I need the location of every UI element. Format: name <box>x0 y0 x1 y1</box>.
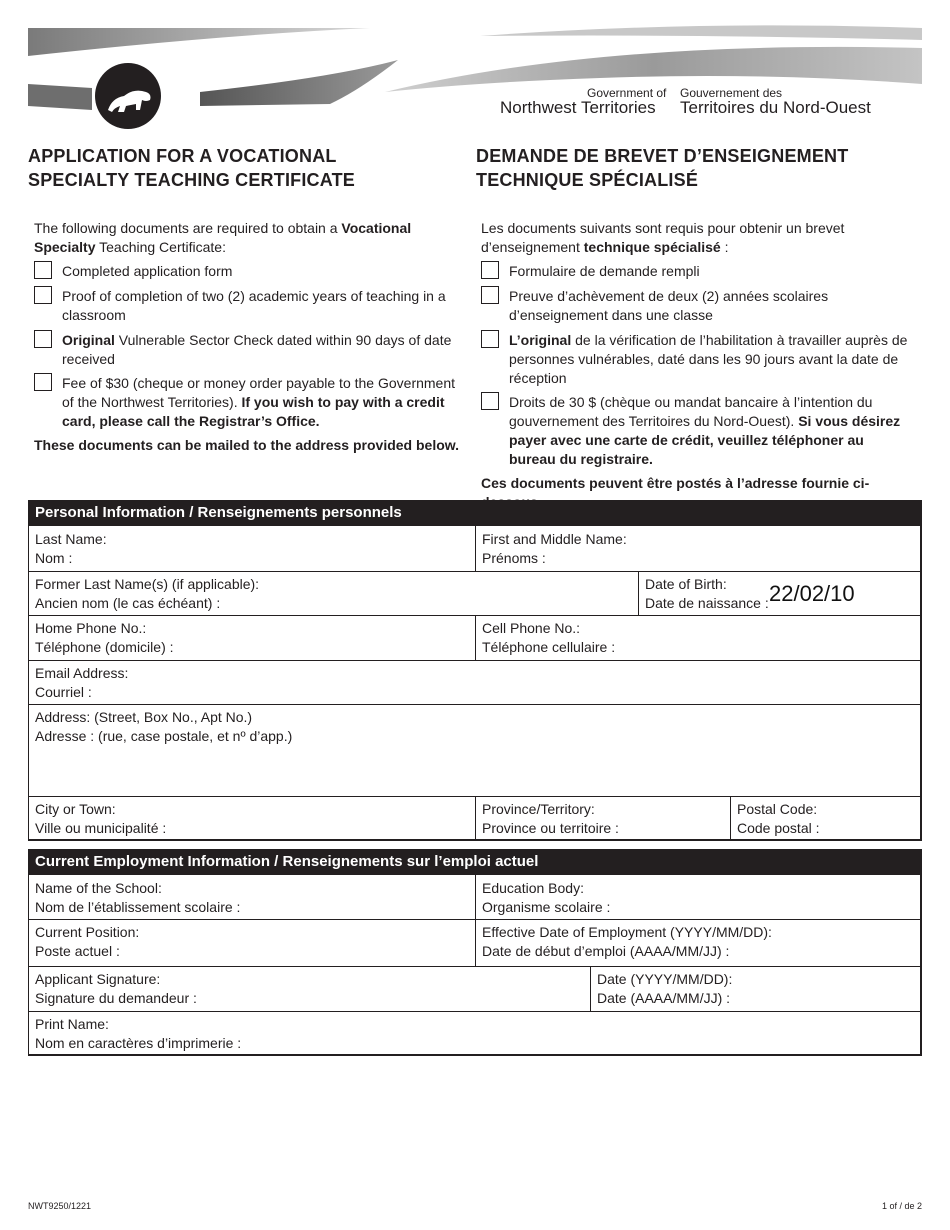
checkbox[interactable] <box>481 330 499 348</box>
checkbox[interactable] <box>34 373 52 391</box>
form-code: NWT9250/1221 <box>28 1201 92 1211</box>
postal-code-field[interactable]: Postal Code: Code postal : <box>737 801 820 836</box>
email-field[interactable]: Email Address: Courriel : <box>35 665 129 700</box>
first-middle-name-field[interactable]: First and Middle Name: Prénoms : <box>482 531 627 566</box>
page-number: 1 of / de 2 <box>881 1201 922 1211</box>
address-field[interactable]: Address: (Street, Box No., Apt No.) Adresse : (rue, case postale, et nº d’app.) <box>35 709 293 744</box>
date-of-birth-field[interactable]: Date of Birth: Date de naissance : <box>645 576 769 611</box>
applicant-signature-field[interactable]: Applicant Signature: Signature du demandeur : <box>35 971 197 1006</box>
employment-heading: Current Employment Information / Renseignements sur l’emploi actuel <box>28 849 922 875</box>
former-last-name-field[interactable]: Former Last Name(s) (if applicable): Ancien nom (le cas échéant) : <box>35 576 260 611</box>
education-body-field[interactable]: Education Body: Organisme scolaire : <box>482 880 611 915</box>
school-name-field[interactable]: Name of the School: Nom de l’établissement scolaire : <box>35 880 241 915</box>
signature-date-field[interactable]: Date (YYYY/MM/DD): Date (AAAA/MM/JJ) : <box>597 971 733 1006</box>
gov-en-small: Government of <box>587 86 667 100</box>
gov-fr-big: Territoires du Nord-Ouest <box>680 98 871 117</box>
title-fr: DEMANDE DE BREVET D’ENSEIGNEMENT TECHNIQUE SPÉCIALISÉ <box>476 146 849 190</box>
title-en: APPLICATION FOR A VOCATIONAL SPECIALTY TEACHING CERTIFICATE <box>28 146 356 190</box>
home-phone-field[interactable]: Home Phone No.: Téléphone (domicile) : <box>35 620 174 655</box>
intro-en: The following documents are required to obtain a Vocational Specialty Teaching Certificate: <box>34 220 412 255</box>
intro-fr: Les documents suivants sont requis pour obtenir un brevet d’enseignement technique spécialisé : <box>481 220 845 255</box>
mail-note-en: These documents can be mailed to the address provided below. <box>34 437 460 453</box>
current-position-field[interactable]: Current Position: Poste actuel : <box>35 924 140 959</box>
mail-note-fr: Ces documents peuvent être postés à l’adresse fournie ci- <box>481 475 870 491</box>
effective-date-field[interactable]: Effective Date of Employment (YYYY/MM/DD): Date de début d’emploi (AAAA/MM/JJ) : <box>482 924 772 959</box>
print-name-field[interactable]: Print Name: Nom en caractères d’imprimerie : <box>35 1016 242 1051</box>
province-field[interactable]: Province/Territory: Province ou territoire : <box>482 801 619 836</box>
checkbox[interactable] <box>34 286 52 304</box>
gov-fr-small: Gouvernement des <box>680 86 783 100</box>
checkbox[interactable] <box>34 330 52 348</box>
city-field[interactable]: City or Town: Ville ou municipalité : <box>35 801 167 836</box>
date-of-birth-value: 22/02/10 <box>769 581 855 606</box>
cell-phone-field[interactable]: Cell Phone No.: Téléphone cellulaire : <box>482 620 616 655</box>
checkbox[interactable] <box>34 261 52 279</box>
last-name-field[interactable]: Last Name: Nom : <box>35 531 107 566</box>
checkbox[interactable] <box>481 286 499 304</box>
checkbox[interactable] <box>481 392 499 410</box>
checkbox[interactable] <box>481 261 499 279</box>
personal-info-heading: Personal Information / Renseignements personnels <box>28 500 922 526</box>
gov-en-big: Northwest Territories <box>500 98 656 117</box>
